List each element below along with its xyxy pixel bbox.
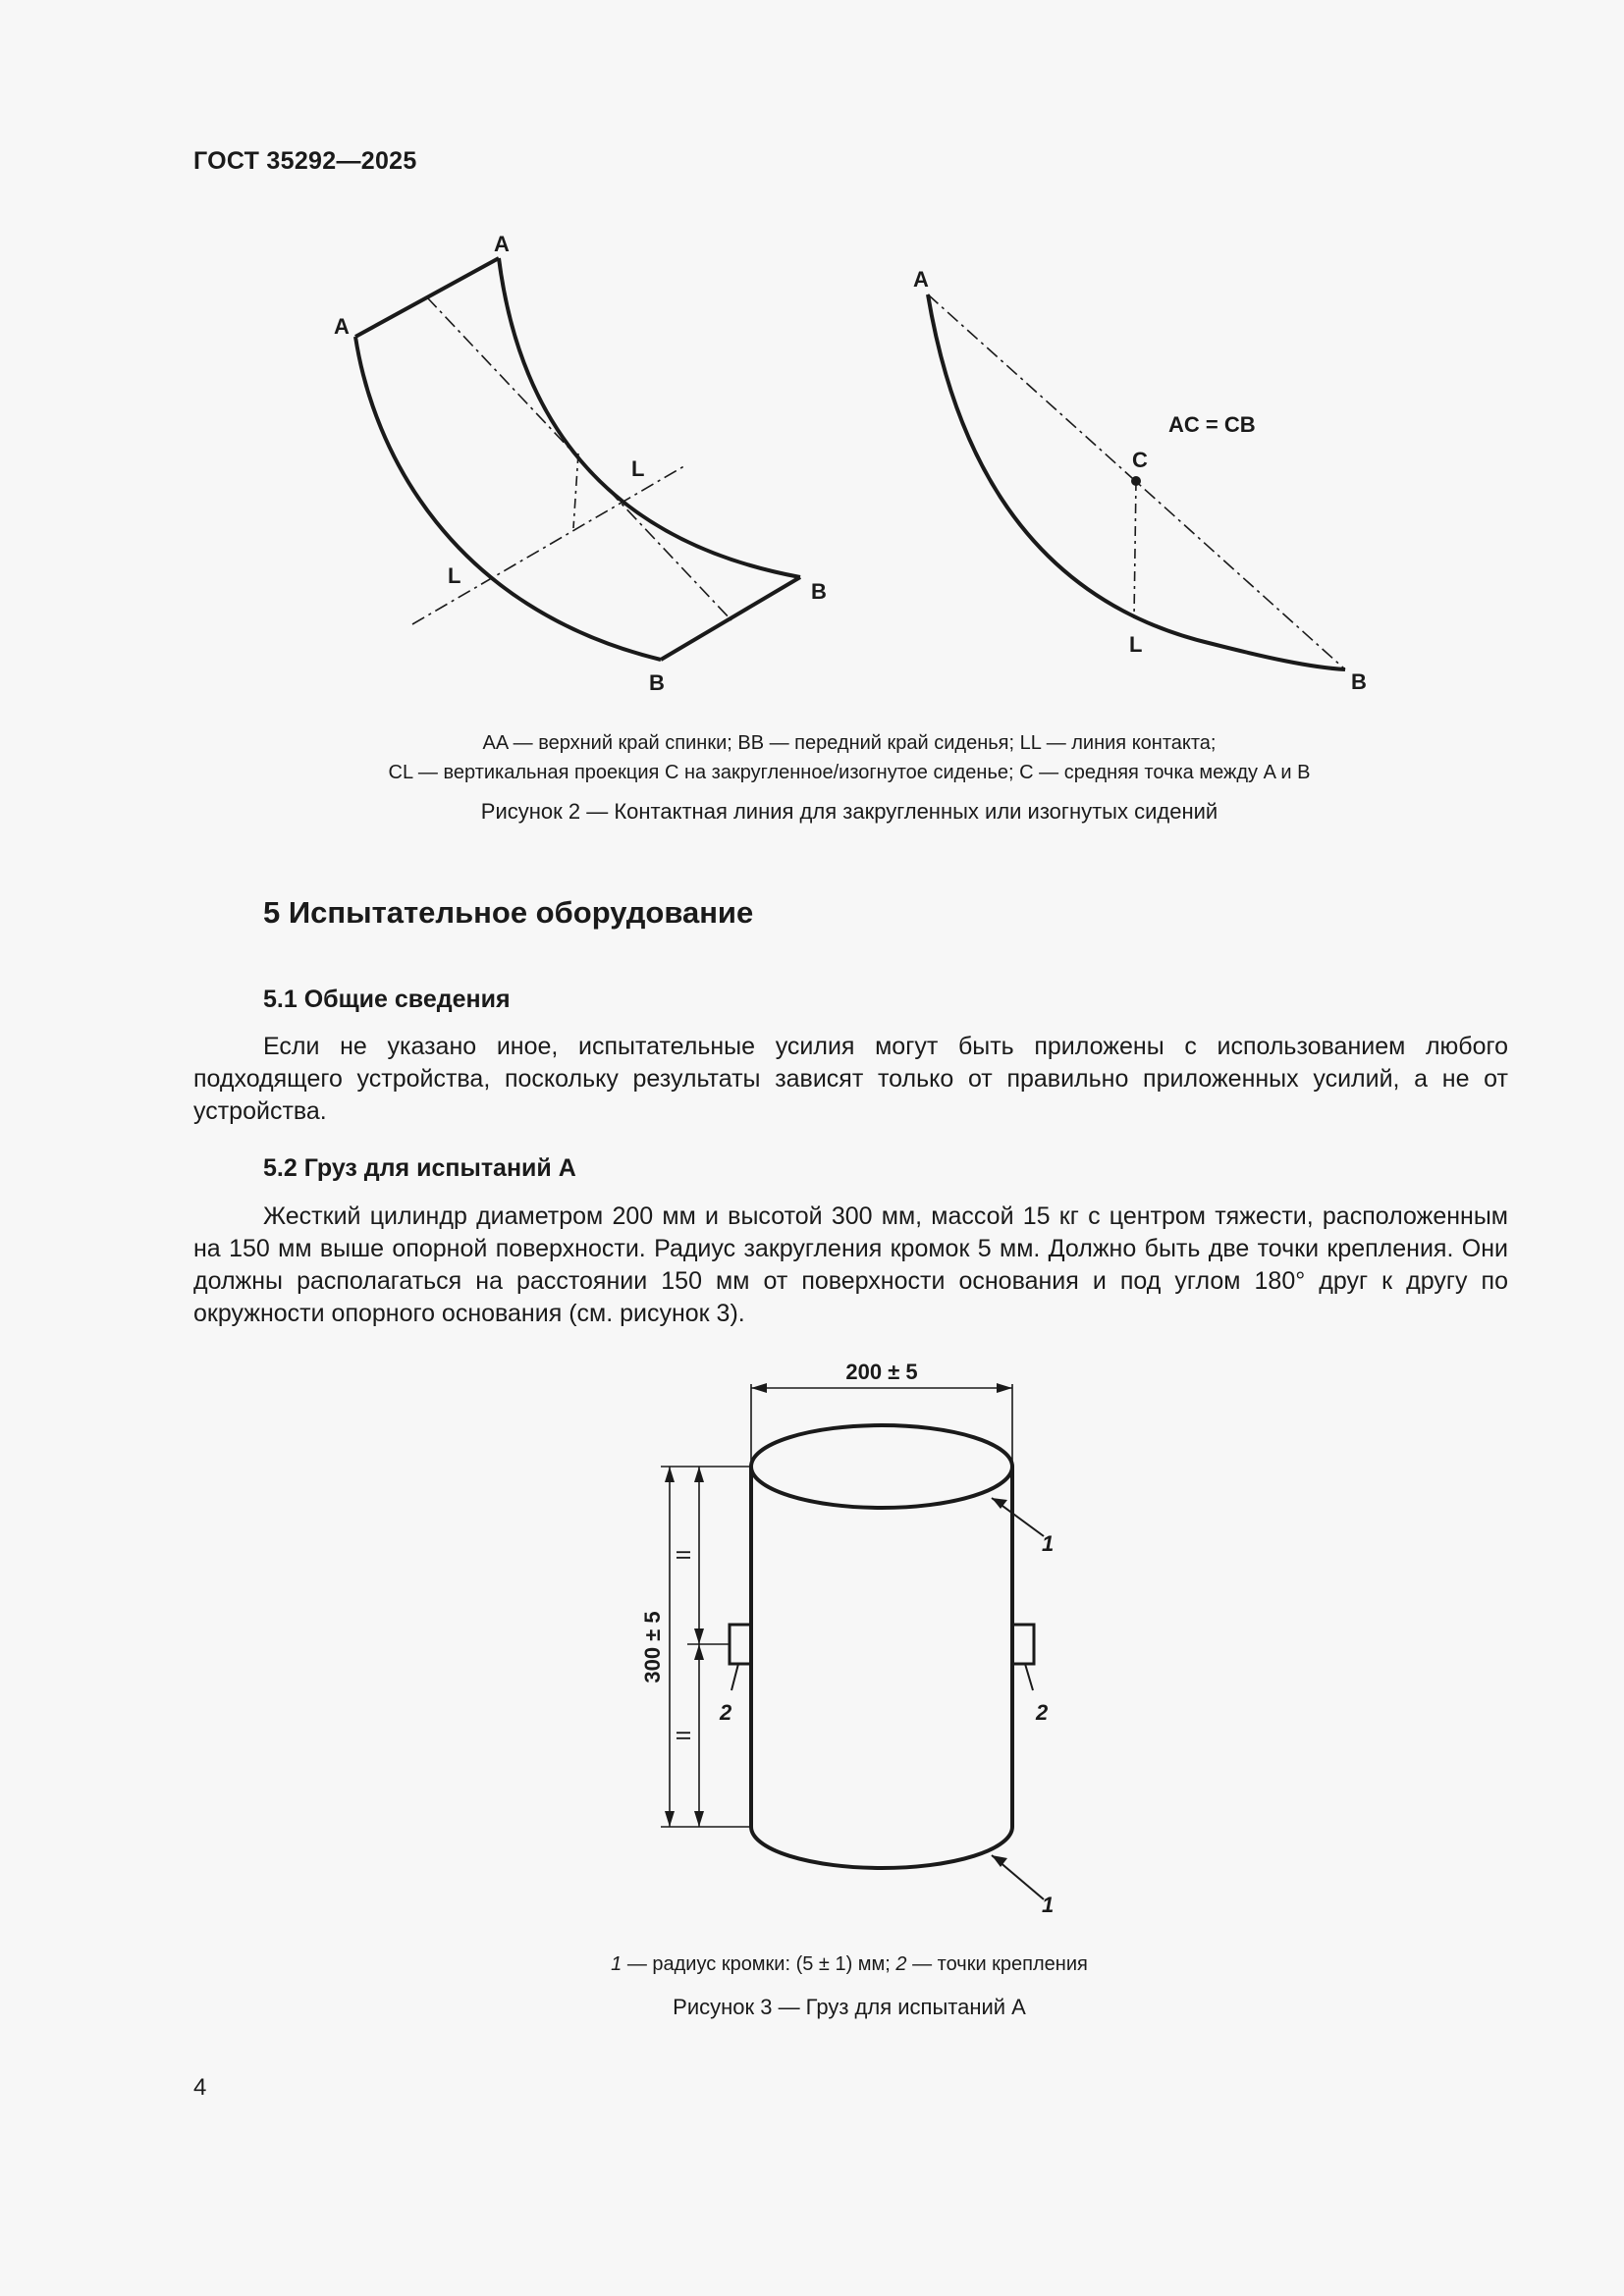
cylinder-bottom-arc: [751, 1827, 1012, 1868]
subsection-5-2-title: 5.2 Груз для испытаний А: [263, 1154, 576, 1182]
label-a-left: A: [334, 314, 350, 339]
callout-1-bottom: 1: [1042, 1893, 1055, 1917]
legend-text-1: — радиус кромки: (5 ± 1) мм;: [622, 1953, 896, 1975]
figure-3-caption: Рисунок 3 — Груз для испытаний А: [673, 1995, 1026, 2019]
cylinder-top-ellipse: [751, 1425, 1012, 1508]
attachment-point-right: [1012, 1625, 1034, 1664]
label-a-right: A: [913, 267, 929, 292]
label-l-lower: L: [448, 563, 461, 588]
diameter-dimension-label: 200 ± 5: [845, 1360, 918, 1384]
label-b-right: B: [811, 579, 827, 604]
legend-number-2: 2: [895, 1953, 907, 1975]
subsection-5-1-text: Если не указано иное, испытательные усилия могут быть приложены с использованием любого подходящего устройства, поскольку результаты зависят только от правильно приложенных усилий, а не от устройства.: [193, 1033, 1508, 1125]
label-b-bottom: B: [649, 670, 665, 695]
figure-3-legend: [226, 1949, 1473, 1979]
label-c: C: [1132, 448, 1148, 472]
label-b-right-diagram: B: [1351, 669, 1367, 694]
figure-2-legend-line-2: CL — вертикальная проекция C на закругленное/изогнутое сиденье; C — средняя точка между A и B: [388, 762, 1311, 783]
legend-text-2: — точки крепления: [906, 1953, 1088, 1975]
callout-2-left-leader: [731, 1664, 738, 1690]
subsection-5-1-title: 5.1 Общие сведения: [263, 986, 511, 1013]
label-equation: AC = CB: [1168, 412, 1256, 437]
callout-2-left: 2: [720, 1700, 732, 1725]
callout-1-top: 1: [1042, 1531, 1055, 1556]
figure-2-legend-line-1: AA — верхний край спинки; BB — передний край сиденья; LL — линия контакта;: [482, 732, 1217, 754]
legend-number-1: 1: [611, 1953, 623, 1975]
label-l-upper: L: [631, 456, 645, 481]
subsection-5-2-text: Жесткий цилиндр диаметром 200 мм и высотой 300 мм, массой 15 кг с центром тяжести, расположенным на 150 мм выше опорной поверхности. Радиус закругления кромок 5 мм. Должно быть две точки крепления. Они должны располагаться на расстоянии 150 мм от поверхности основания и под углом 180° друг к другу по окружности опорного основания (см. рисунок 3).: [193, 1202, 1508, 1327]
callout-2-right: 2: [1036, 1700, 1049, 1725]
page-number: 4: [193, 2074, 207, 2101]
label-l-right: L: [1129, 632, 1143, 657]
document-header: ГОСТ 35292—2025: [193, 147, 417, 175]
section-5-title: 5 Испытательное оборудование: [263, 895, 754, 930]
height-dimension-label: 300 ± 5: [640, 1611, 665, 1683]
equal-mark-upper: II: [674, 1549, 695, 1561]
figure-2-caption: Рисунок 2 — Контактная линия для закругленных или изогнутых сидений: [480, 799, 1218, 824]
equal-mark-lower: II: [674, 1730, 695, 1741]
label-a-top: A: [494, 232, 510, 256]
callout-2-right-leader: [1025, 1664, 1033, 1690]
attachment-point-left: [730, 1625, 751, 1664]
